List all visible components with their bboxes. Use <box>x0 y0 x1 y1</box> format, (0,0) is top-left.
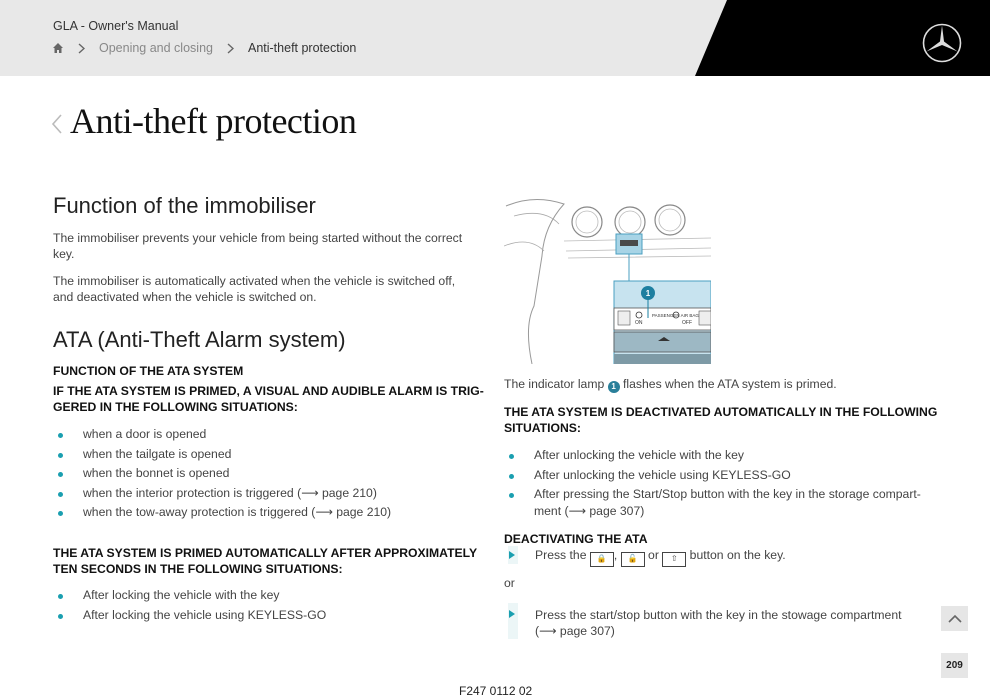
indicator-text-before: The indicator lamp <box>504 377 605 391</box>
panel-airbag-label: PASSENGER AIR BAG <box>652 313 699 318</box>
step-1-or: or <box>648 548 659 562</box>
list-item: After locking the vehicle with the key <box>53 586 473 606</box>
breadcrumb-link-opening-closing[interactable]: Opening and closing <box>99 41 213 55</box>
back-chevron-icon[interactable] <box>51 113 63 135</box>
ata-auto-heading-line-1: THE ATA SYSTEM IS PRIMED AUTOMATICALLY AFTER APPROXIMATELY <box>53 546 478 560</box>
deactivation-item-continued: ment (⟶ page 307) <box>534 504 645 518</box>
indicator-lamp-icon: 1 <box>608 381 620 393</box>
step-1-suffix: button on the key. <box>689 548 786 562</box>
list-item: After unlocking the vehicle using KEYLESS-GO <box>504 466 944 486</box>
panel-off-label: OFF <box>682 320 692 326</box>
tailgate-key-icon: ⇧ <box>662 552 686 567</box>
deactivated-heading-line-1: THE ATA SYSTEM IS DEACTIVATED AUTOMATICALLY IN THE FOLLOWING <box>504 405 938 419</box>
immobiliser-text-1-line-2: key. <box>53 247 75 261</box>
list-item: After unlocking the vehicle with the key <box>504 446 944 466</box>
chevron-right-icon <box>227 43 234 54</box>
step-arrow-icon <box>509 551 515 559</box>
unlock-key-icon: 🔓 <box>621 552 645 567</box>
immobiliser-text-1-line-1: The immobiliser prevents your vehicle from being started without the correct <box>53 231 463 245</box>
mercedes-star-logo[interactable] <box>921 22 963 64</box>
page-number: 209 <box>941 653 968 678</box>
immobiliser-text-2-line-2: and deactivated when the vehicle is switched on. <box>53 290 317 304</box>
callout-number: 1 <box>645 289 651 298</box>
deactivated-heading-line-2: SITUATIONS: <box>504 421 581 435</box>
step-1-prefix: Press the <box>535 548 587 562</box>
lock-key-icon: 🔒 <box>590 552 614 567</box>
manual-title: GLA - Owner's Manual <box>53 19 179 33</box>
ata-heading: ATA (Anti-Theft Alarm system) <box>53 327 346 352</box>
step-2-line-1: Press the start/stop button with the key in the stowage compartment <box>535 608 902 622</box>
breadcrumb <box>52 41 356 55</box>
scroll-to-top-button[interactable] <box>941 606 968 631</box>
breadcrumb-current: Anti-theft protection <box>247 41 357 55</box>
or-text: or <box>504 576 515 590</box>
immobiliser-heading: Function of the immobiliser <box>53 193 316 218</box>
ata-primed-heading-line-1: IF THE ATA SYSTEM IS PRIMED, A VISUAL AND AUDIBLE ALARM IS TRIG- <box>53 384 484 398</box>
indicator-sentence <box>504 376 837 393</box>
list-item: when a door is opened <box>53 425 473 445</box>
step-1 <box>535 547 786 567</box>
home-icon[interactable] <box>52 42 64 54</box>
ata-primed-heading-line-2: GERED IN THE FOLLOWING SITUATIONS: <box>53 400 298 414</box>
chevron-up-icon <box>948 614 962 623</box>
ata-function-heading: FUNCTION OF THE ATA SYSTEM <box>53 364 244 378</box>
alarm-situations-list <box>53 425 473 523</box>
list-item: when the tow-away protection is triggered (⟶ page 210) <box>53 503 473 523</box>
list-item: when the interior protection is triggered (⟶ page 210) <box>53 484 473 504</box>
list-item: when the tailgate is opened <box>53 445 473 465</box>
page-title: Anti-theft protection <box>70 101 357 141</box>
list-item: when the bonnet is opened <box>53 464 473 484</box>
dashboard-illustration <box>504 196 711 364</box>
panel-on-label: ON <box>635 320 643 326</box>
ata-auto-heading-line-2: TEN SECONDS IN THE FOLLOWING SITUATIONS: <box>53 562 343 576</box>
immobiliser-text-2-line-1: The immobiliser is automatically activated when the vehicle is switched off, <box>53 274 456 288</box>
deactivation-situations-list <box>504 446 944 505</box>
step-bar <box>508 603 518 639</box>
chevron-right-icon <box>78 43 85 54</box>
auto-prime-list <box>53 586 473 625</box>
step-2-line-2: (⟶ page 307) <box>535 624 615 638</box>
step-arrow-icon <box>509 610 515 618</box>
deactivating-heading: DEACTIVATING THE ATA <box>504 532 648 546</box>
list-item: After locking the vehicle using KEYLESS-GO <box>53 606 473 626</box>
indicator-text-after: flashes when the ATA system is primed. <box>623 377 837 391</box>
list-item: After pressing the Start/Stop button with the key in the storage compart- <box>504 485 944 505</box>
step-1-comma: , <box>613 548 618 562</box>
figure-code: F247 0112 02 <box>459 684 533 698</box>
